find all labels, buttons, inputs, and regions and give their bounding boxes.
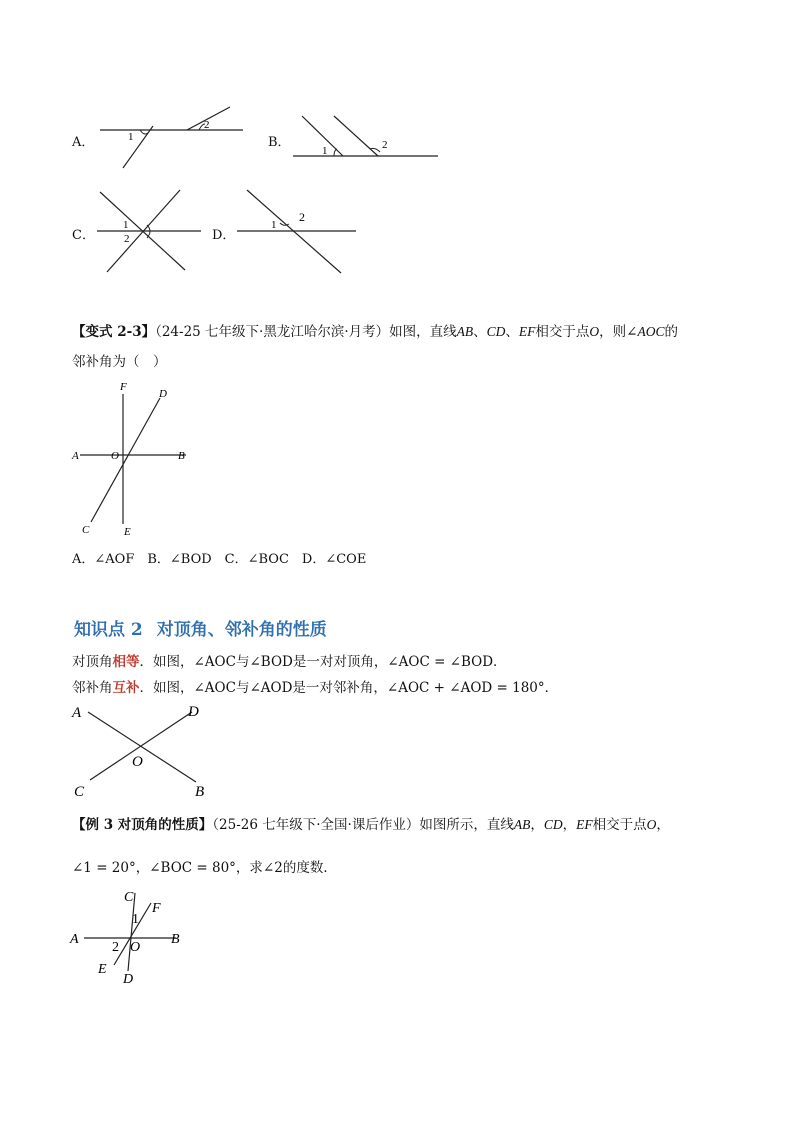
svg-text:B: B xyxy=(195,784,205,800)
example-tag: 【例 3 对顶角的性质】 xyxy=(72,817,213,833)
svg-text:D: D xyxy=(188,704,199,720)
option-a-label: A． xyxy=(72,135,95,150)
svg-text:B: B xyxy=(171,932,180,947)
svg-text:2: 2 xyxy=(382,139,388,151)
svg-text:O: O xyxy=(130,940,141,955)
variant-question: 【变式 2-3】（24-25 七年级下·黑龙江哈尔滨·月考）如图，直线AB、CD、EF相交于点O，则∠AOC的 xyxy=(72,324,678,340)
section-heading: 知识点 2 对顶角、邻补角的性质 xyxy=(74,620,327,640)
svg-text:O: O xyxy=(132,754,143,770)
svg-text:C: C xyxy=(74,784,85,800)
svg-text:D: D xyxy=(159,388,167,400)
example-question-line2: ∠1 = 20°，∠BOC = 80°，求∠2的度数． xyxy=(72,860,337,876)
option-d-diagram xyxy=(235,188,360,278)
svg-text:A: A xyxy=(72,705,82,721)
svg-text:F: F xyxy=(120,381,127,393)
variant-question-line2: 邻补角为（ ） xyxy=(72,354,167,370)
property-line-1: 对顶角相等．如图，∠AOC与∠BOD是一对对顶角，∠AOC = ∠BOD． xyxy=(72,654,507,670)
variant-tag: 【变式 2-3】 xyxy=(72,324,156,340)
option-b-label: B． xyxy=(268,135,291,150)
svg-text:C: C xyxy=(124,890,134,905)
option-c-diagram xyxy=(95,188,205,278)
svg-text:C: C xyxy=(82,524,90,536)
variant-diagram xyxy=(68,378,198,543)
svg-text:D: D xyxy=(123,972,134,987)
svg-text:E: E xyxy=(124,526,131,538)
svg-text:1: 1 xyxy=(271,219,277,231)
knowledge-diagram xyxy=(70,700,220,800)
svg-text:E: E xyxy=(98,962,107,977)
example-diagram xyxy=(68,885,193,990)
angle-2-label: 2 xyxy=(204,119,210,131)
option-a-diagram xyxy=(95,100,255,180)
variant-answers: A．∠AOF B．∠BOD C．∠BOC D．∠COE xyxy=(72,552,367,567)
option-c-label: C． xyxy=(72,228,95,243)
svg-text:1: 1 xyxy=(123,219,129,231)
svg-text:1: 1 xyxy=(322,145,328,157)
angle-1-label: 1 xyxy=(128,131,134,143)
svg-text:2: 2 xyxy=(124,233,130,245)
svg-text:2: 2 xyxy=(112,940,119,955)
property-line-2: 邻补角互补．如图，∠AOC与∠AOD是一对邻补角，∠AOC + ∠AOD = 180°． xyxy=(72,680,559,696)
svg-text:A: A xyxy=(70,932,79,947)
svg-text:O: O xyxy=(111,450,119,462)
example-source: （25-26 七年级下·全国·课后作业） xyxy=(212,817,420,833)
variant-source: （24-25 七年级下·黑龙江哈尔滨·月考） xyxy=(155,324,390,340)
svg-text:F: F xyxy=(152,901,161,916)
example-question: 【例 3 对顶角的性质】（25-26 七年级下·全国·课后作业）如图所示，直线AB，CD，EF相交于点O， xyxy=(72,817,670,833)
option-d-label: D． xyxy=(212,228,236,243)
option-b-diagram xyxy=(290,112,440,162)
svg-text:2: 2 xyxy=(299,210,305,224)
svg-text:A: A xyxy=(72,450,79,462)
svg-text:B: B xyxy=(178,450,185,462)
svg-text:1: 1 xyxy=(132,912,139,927)
